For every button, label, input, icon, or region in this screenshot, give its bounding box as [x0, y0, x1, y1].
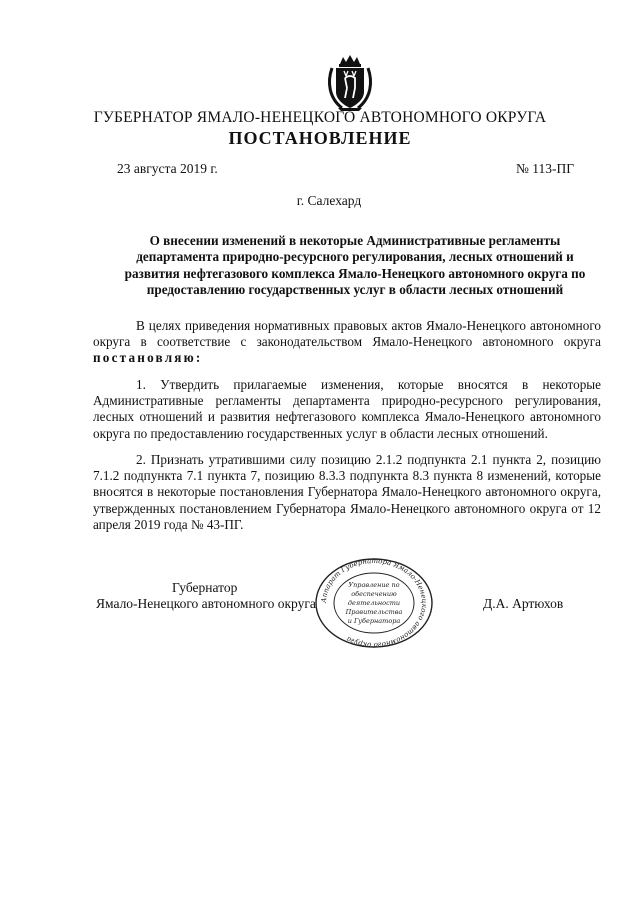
document-number: № 113-ПГ [516, 161, 575, 176]
clause-1: 1. Утвердить прилагаемые изменения, которые вносятся в некоторые Административные регламенты департамента природно-ресурсного регулирования, лесных отношений и развития нефтегазового комплекса Ямало-Ненецкого автономного округа по предоставлению государственных услуг в области лесных отношений. [93, 377, 601, 441]
seal-inner-line: и Губернатора [347, 617, 401, 625]
document-date: 23 августа 2019 г. [117, 161, 218, 176]
document-type: ПОСТАНОВЛЕНИЕ [228, 128, 412, 148]
document-title: О внесении изменений в некоторые Административные регламенты департамента природно-ресурсного регулирования, лесных отношений и развития нефтегазового комплекса Ямало-Ненецкого автономного округа по предоставлению государственных услуг в области лесных отношений [124, 233, 586, 298]
seal-inner-line: деятельности [347, 599, 401, 607]
seal-inner-line: Управление по [348, 581, 400, 589]
seal-inner-line: обеспечению [351, 590, 397, 598]
seal-ring-text: Аппарат Губернатора Ямало-Ненецкого автономного округа [319, 556, 429, 650]
official-seal [312, 556, 436, 650]
preamble-text: В целях приведения нормативных правовых актов Ямало-Ненецкого автономного округа в соответствие с законодательством Ямало-Ненецкого автономного округа [93, 318, 601, 350]
issuing-authority: ГУБЕРНАТОР ЯМАЛО-НЕНЕЦКОГО АВТОНОМНОГО ОКРУГА [93, 109, 547, 126]
document-city: г. Салехард [296, 193, 362, 208]
signatory-name: Д.А. Артюхов [483, 596, 564, 611]
preamble-paragraph [93, 318, 601, 367]
seal-inner-line: Правительства [345, 608, 403, 616]
clause-2: 2. Признать утратившими силу позицию 2.1.2 подпункта 2.1 пункта 2, позицию 7.1.2 подпункта 7.1 пункта 7, позицию 8.3.3 подпункта 8.3 пункта 8 изменений, которые вносятся в некоторые постановления Губернатора Ямало-Ненецкого автономного округа, утвержденных постановлением Губернатора Ямало-Ненецкого автономного округа от 12 апреля 2019 года № 43-ПГ. [93, 452, 601, 532]
yamal-coat-of-arms-icon [326, 54, 374, 112]
signatory-title-line2: Ямало-Ненецкого автономного округа [96, 596, 316, 611]
signatory-title-line1: Губернатор [172, 580, 238, 595]
resolve-word: постановляю: [93, 350, 203, 366]
